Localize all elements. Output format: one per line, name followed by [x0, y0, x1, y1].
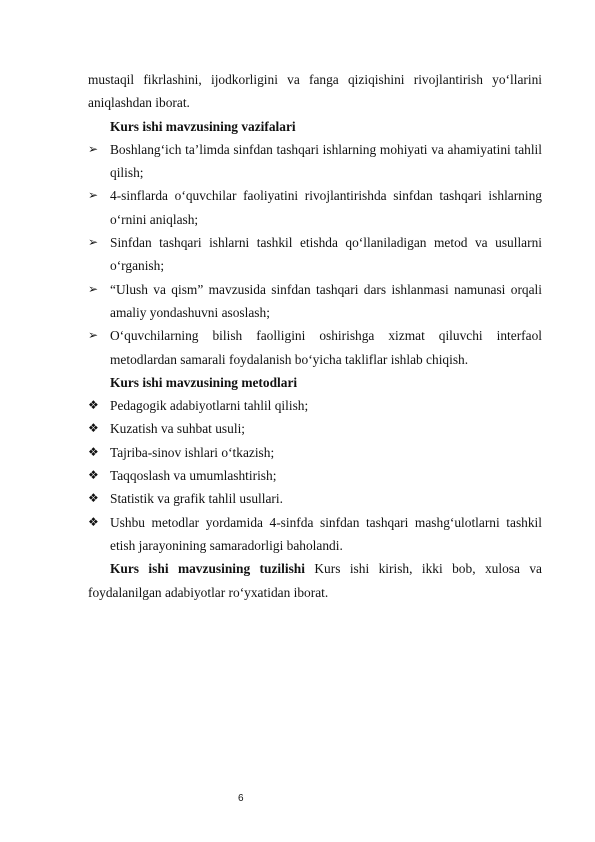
arrowhead-bullet-icon: ➢	[88, 328, 99, 343]
list-item-text: 4-sinflarda o‘quvchilar faoliyatini rivojlantirishda sinfdan tashqari ishlarning o‘rnini aniqlash;	[110, 188, 542, 227]
list-item-text: Sinfdan tashqari ishlarni tashkil etishda qo‘llaniladigan metod va usullarni o‘rganish;	[110, 235, 542, 274]
list-item-text: Kuzatish va suhbat usuli;	[110, 421, 246, 437]
arrowhead-bullet-icon: ➢	[88, 281, 99, 296]
list-item	[88, 394, 542, 417]
arrowhead-bullet-icon: ➢	[88, 235, 99, 250]
diamond-bullet-icon: ❖	[88, 444, 99, 459]
list-item-text: Statistik va grafik tahlil usullari.	[110, 491, 283, 507]
list-item-text: Ushbu metodlar yordamida 4-sinfda sinfdan tashqari mashg‘ulotlarni tashkil etish jarayonining samaradorligi baholandi.	[110, 514, 542, 553]
page-content	[88, 68, 542, 604]
diamond-bullet-icon: ❖	[88, 491, 99, 506]
arrowhead-bullet-icon: ➢	[88, 188, 99, 203]
list-item	[88, 138, 542, 185]
intro-paragraph: mustaqil fikrlashini, ijodkorligini va fanga qiziqishini rivojlantirish yo‘llarini aniqlashdan iborat.	[88, 72, 542, 111]
list-item-text: “Ulush va qism” mavzusida sinfdan tashqari dars ishlanmasi namunasi orqali amaliy yondashuvni asoslash;	[110, 281, 542, 320]
arrowhead-bullet-icon: ➢	[88, 141, 99, 156]
list-item	[88, 487, 542, 510]
list-item	[88, 231, 542, 278]
list-item-text: Tajriba-sinov ishlari o‘tkazish;	[110, 444, 275, 460]
diamond-bullet-icon: ❖	[88, 468, 99, 483]
page-number: 6	[238, 793, 244, 804]
list-item	[88, 464, 542, 487]
methods-heading: Kurs ishi mavzusining metodlari	[110, 374, 298, 390]
structure-paragraph	[88, 557, 542, 604]
list-item	[88, 441, 542, 464]
list-item	[88, 278, 542, 325]
tasks-heading: Kurs ishi mavzusining vazifalari	[110, 118, 296, 134]
list-item	[88, 417, 542, 440]
diamond-bullet-icon: ❖	[88, 421, 99, 436]
list-item-text: Taqqoslash va umumlashtirish;	[110, 468, 277, 484]
methods-list	[88, 394, 542, 557]
tasks-list	[88, 138, 542, 371]
structure-text: Kurs ishi kirish, ikki bob, xulosa va foydalanilgan adabiyotlar ro‘yxatidan iborat.	[88, 561, 542, 600]
list-item	[88, 324, 542, 371]
list-item-text: O‘quvchilarning bilish faolligini oshirishga xizmat qiluvchi interfaol metodlardan samarali foydalanish bo‘yicha takliflar ishlab chiqish.	[110, 328, 542, 367]
structure-heading: Kurs ishi mavzusining tuzilishi	[110, 561, 305, 577]
list-item	[88, 511, 542, 558]
list-item	[88, 184, 542, 231]
diamond-bullet-icon: ❖	[88, 514, 99, 529]
diamond-bullet-icon: ❖	[88, 398, 99, 413]
list-item-text: Boshlang‘ich ta’limda sinfdan tashqari ishlarning mohiyati va ahamiyatini tahlil qilish;	[110, 141, 542, 181]
list-item-text: Pedagogik adabiyotlarni tahlil qilish;	[110, 398, 309, 414]
